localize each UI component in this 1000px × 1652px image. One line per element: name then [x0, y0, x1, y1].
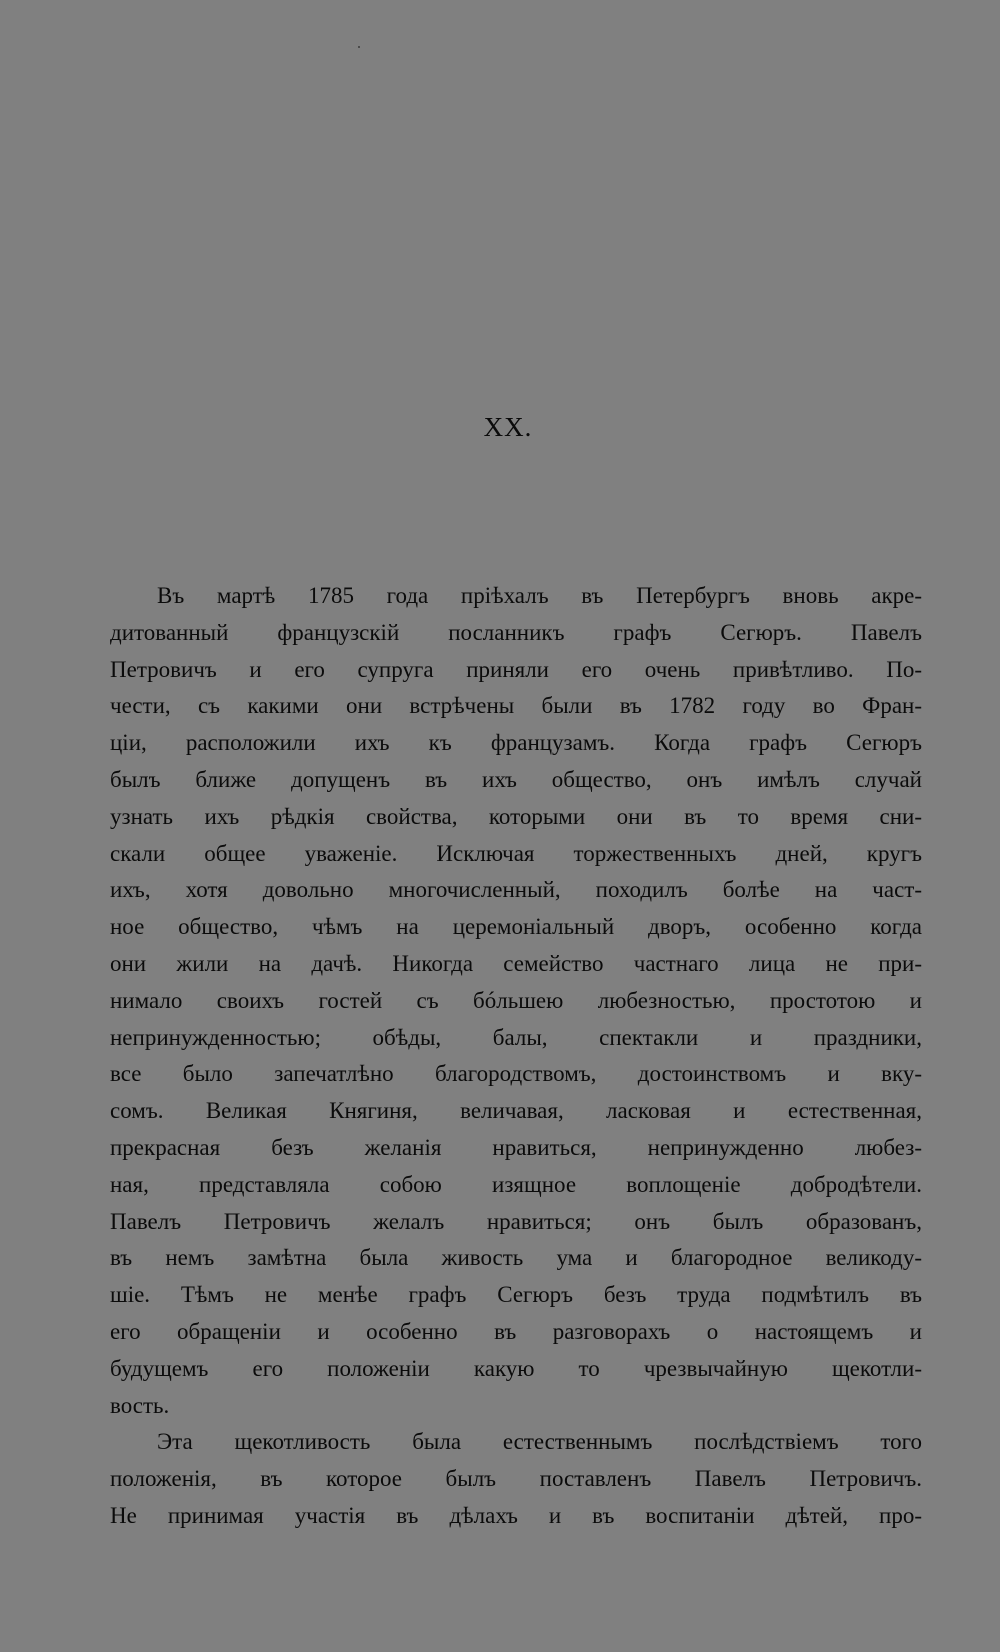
text-line: все было запечатлѣно благородствомъ, достоинствомъ и вку- — [110, 1061, 922, 1087]
text-line: вость. — [110, 1392, 170, 1418]
text-line: ная, представляла собою изящное воплощеніе добродѣтели. — [110, 1171, 922, 1197]
text-line: Павелъ Петровичъ желалъ нравиться; онъ былъ образованъ, — [110, 1208, 922, 1234]
paper-speck — [358, 46, 360, 48]
text-line: шіе. Тѣмъ не менѣе графъ Сегюръ безъ труда подмѣтилъ въ — [110, 1282, 922, 1308]
text-line: непринужденностью; обѣды, балы, спектакли и праздники, — [110, 1024, 922, 1050]
text-line: ное общество, чѣмъ на церемоніальный дворъ, особенно когда — [110, 914, 922, 940]
text-line: прекрасная безъ желанія нравиться, непринужденно любез- — [110, 1134, 922, 1160]
body-text — [110, 578, 922, 1535]
text-line: Эта щекотливость была естественнымъ послѣдствіемъ того — [157, 1429, 922, 1455]
text-line: дитованный французскій посланникъ графъ Сегюръ. Павелъ — [110, 619, 922, 645]
text-line: узнать ихъ рѣдкія свойства, которыми они въ то время сни- — [110, 803, 922, 829]
text-line: ихъ, хотя довольно многочисленный, походилъ болѣе на част- — [110, 877, 922, 903]
text-line: будущемъ его положеніи какую то чрезвычайную щекотли- — [110, 1355, 922, 1381]
text-line: они жили на дачѣ. Никогда семейство частнаго лица не при- — [110, 950, 922, 976]
chapter-heading: XX. — [483, 412, 533, 442]
text-line: Не принимая участія въ дѣлахъ и въ воспитаніи дѣтей, про- — [110, 1502, 922, 1528]
text-line: ціи, расположили ихъ къ французамъ. Когда графъ Сегюръ — [110, 730, 922, 756]
text-line: Петровичъ и его супруга приняли его очень привѣтливо. По- — [110, 656, 922, 682]
text-line: былъ ближе допущенъ въ ихъ общество, онъ имѣлъ случай — [110, 766, 922, 792]
text-line: его обращеніи и особенно въ разговорахъ о настоящемъ и — [110, 1318, 922, 1344]
text-line: сомъ. Великая Княгиня, величавая, ласковая и естественная, — [110, 1098, 922, 1124]
text-line: чести, съ какими они встрѣчены были въ 1782 году во Фран- — [110, 693, 922, 719]
text-line: скали общее уваженіе. Исключая торжественныхъ дней, кругъ — [110, 840, 922, 866]
text-line: въ немъ замѣтна была живость ума и благородное великоду- — [110, 1245, 922, 1271]
text-line: Въ мартѣ 1785 года пріѣхалъ въ Петербургъ вновь акре- — [157, 583, 922, 608]
text-line: положенія, въ которое былъ поставленъ Павелъ Петровичъ. — [110, 1466, 922, 1492]
text-line: нимало своихъ гостей съ бóльшею любезностью, простотою и — [110, 987, 922, 1013]
